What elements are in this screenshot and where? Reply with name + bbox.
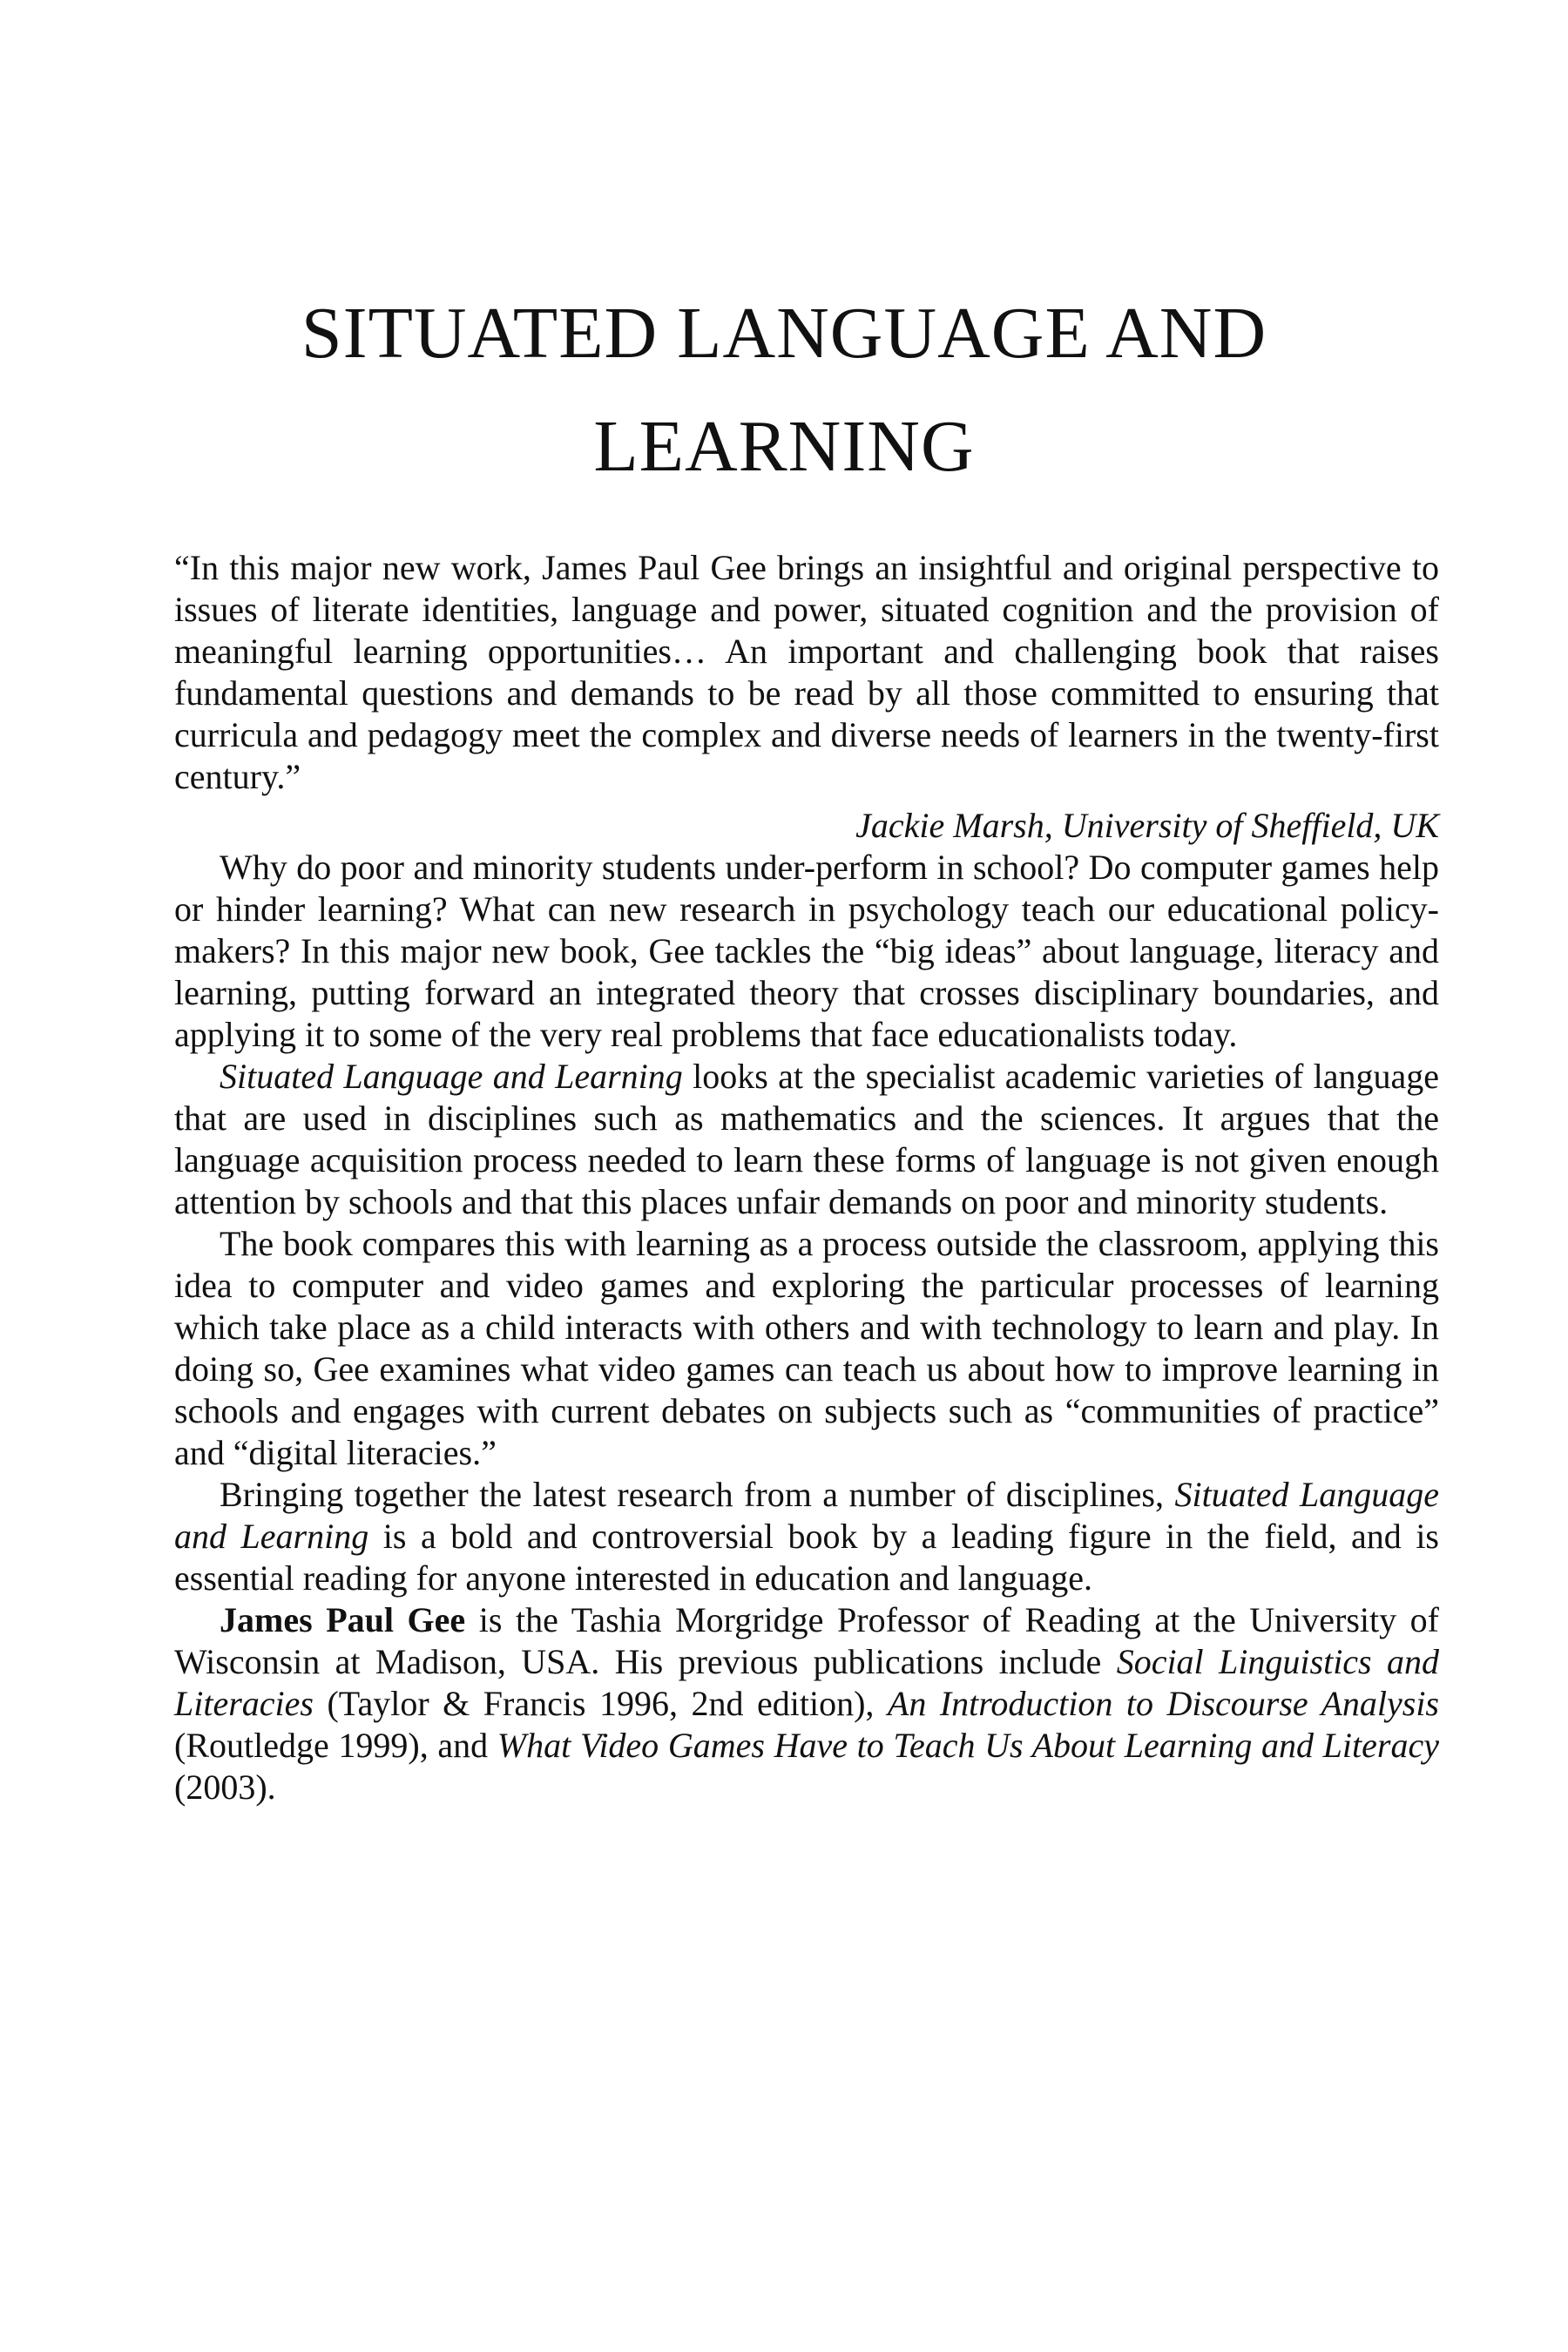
paragraph-4 — [174, 1474, 1439, 1599]
paragraph-2 — [174, 1056, 1439, 1223]
author-bio — [174, 1599, 1439, 1808]
paragraph-4-start: Bringing together the latest research from a number of disciplines, — [220, 1475, 1175, 1514]
author-bio-text-1: is the Tashia Morgridge Professor of Reading at the University of Wisconsin at Madison, USA. His previous publications include — [174, 1600, 1440, 1681]
author-name: James Paul Gee — [220, 1600, 466, 1639]
author-bio-text-2: (Taylor & Francis 1996, 2nd edition), — [313, 1684, 888, 1723]
author-bio-text-4: (2003). — [174, 1767, 276, 1807]
page-title — [174, 277, 1394, 504]
publication-title-2: An Introduction to Discourse Analysis — [887, 1684, 1439, 1723]
paragraph-3: The book compares this with learning as a process outside the classroom, applying this idea to computer and video games and exploring the particular processes of learning which take place as a child interacts with others and with technology to learn and play. In doing so, Gee examines what video games can teach us about how to improve learning in schools and engages with current debates on subjects such as “communities of practice” and “digital literacies.” — [174, 1224, 1439, 1472]
book-title-italic: Situated Language and Learning — [174, 1475, 1440, 1556]
paragraph-1: Why do poor and minority students under-perform in school? Do computer games help or hinder learning? What can new research in psychology teach our educational policy-makers? In this major new book, Gee tackles the “big ideas” about language, literacy and learning, putting forward an integrated theory that crosses disciplinary boundaries, and applying it to some of the very real problems that face educationalists today. — [174, 848, 1439, 1054]
book-title-italic: Situated Language and Learning — [220, 1057, 683, 1096]
quote-attribution: Jackie Marsh, University of Sheffield, UK — [855, 806, 1439, 845]
body-text — [174, 547, 1439, 1808]
title-line-1: SITUATED LANGUAGE AND — [301, 293, 1267, 374]
paragraph-2-text: looks at the specialist academic varieties of language that are used in disciplines such as mathematics and the sciences. It argues that the language acquisition process needed to learn these forms of language is not given enough attention by schools and that this places unfair demands on poor and minority students. — [174, 1057, 1439, 1221]
publication-title-3: What Video Games Have to Teach Us About Learning and Literacy — [497, 1726, 1439, 1765]
endorsement-quote: “In this major new work, James Paul Gee brings an insightful and original perspective to issues of literate identities, language and power, situated cognition and the provision of meaningful learning opportunities… An important and challenging book that raises fundamental questions and demands to be read by all those committed to ensuring that curricula and pedagogy meet the complex and diverse needs of learners in the twenty-first century.” — [174, 548, 1439, 796]
title-line-2: LEARNING — [593, 406, 975, 487]
author-bio-text-3: (Routledge 1999), and — [174, 1726, 497, 1765]
publication-title-1: Social Linguistics and Literacies — [174, 1642, 1439, 1723]
paragraph-4-text: is a bold and controversial book by a leading figure in the field, and is essential reading for anyone interested in education and language. — [174, 1517, 1439, 1598]
